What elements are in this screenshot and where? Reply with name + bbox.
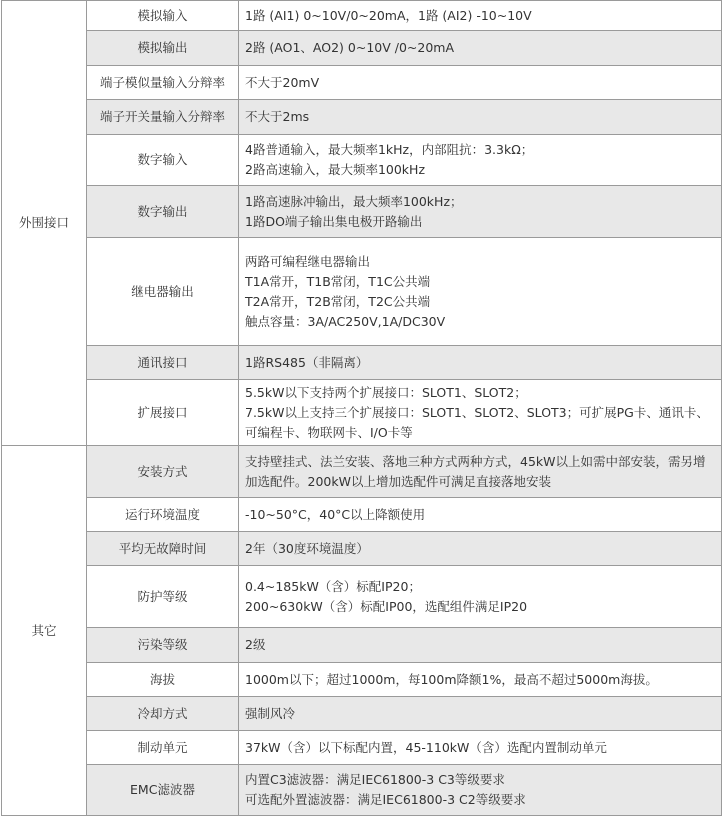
row-value — [239, 532, 722, 566]
value-line: 200~630kW（含）标配IP00，选配组件满足IP20 — [245, 598, 528, 614]
value-line: 1路DO端子输出集电极开路输出 — [245, 213, 423, 229]
table-row — [2, 346, 722, 380]
value-line: 1000m以下；超过1000m，每100m降额1%，最高不超过5000m海拔。 — [245, 671, 658, 687]
value-line: 不大于20mV — [245, 74, 320, 90]
row-value — [239, 186, 722, 238]
row-value — [239, 628, 722, 663]
value-line: 5.5kW以下支持两个扩展接口：SLOT1、SLOT2； — [245, 384, 527, 400]
table-row — [2, 238, 722, 346]
table-row — [2, 532, 722, 566]
value-line: 1路高速脉冲输出，最大频率100kHz； — [245, 193, 463, 209]
value-line: 支持壁挂式、法兰安装、落地三种方式两种方式，45kW以上如需中部安装，需另增加选配件。200kW以上增加选配件可满足直接落地安装 — [245, 453, 706, 489]
row-value — [239, 31, 722, 66]
row-value — [239, 765, 722, 816]
row-label: 污染等级 — [87, 628, 239, 663]
row-value — [239, 380, 722, 446]
table-row — [2, 186, 722, 238]
category-label: 其它 — [31, 622, 57, 638]
row-label: 端子模似量输入分辩率 — [87, 66, 239, 100]
table-row — [2, 66, 722, 100]
table-row — [2, 135, 722, 186]
value-line: -10~50°C，40°C以上降额使用 — [245, 506, 426, 522]
row-label: 继电器输出 — [87, 238, 239, 346]
row-label: 数字输入 — [87, 135, 239, 186]
row-label: 扩展接口 — [87, 380, 239, 446]
row-value — [239, 1, 722, 31]
value-line: 1路RS485（非隔离） — [245, 354, 369, 370]
table-row — [2, 566, 722, 628]
table-row — [2, 663, 722, 697]
row-value — [239, 663, 722, 697]
table-row — [2, 31, 722, 66]
category-cell — [2, 1, 87, 446]
value-line: 内置C3滤波器：满足IEC61800-3 C3等级要求 — [245, 772, 505, 787]
row-label: 冷却方式 — [87, 697, 239, 731]
row-label: 通讯接口 — [87, 346, 239, 380]
table-row — [2, 628, 722, 663]
value-line: 0.4~185kW（含）标配IP20； — [245, 578, 421, 594]
row-value — [239, 697, 722, 731]
row-label: 海拔 — [87, 663, 239, 697]
row-value — [239, 346, 722, 380]
row-label: 安装方式 — [87, 446, 239, 498]
value-line: 2年（30度环境温度） — [245, 540, 369, 556]
value-line: 2级 — [245, 637, 266, 652]
value-line: 可选配外置滤波器：满足IEC61800-3 C2等级要求 — [245, 792, 526, 807]
row-label: 运行环境温度 — [87, 498, 239, 532]
row-value — [239, 498, 722, 532]
value-line: 不大于2ms — [245, 109, 310, 124]
row-label: EMC滤波器 — [87, 765, 239, 816]
table-row — [2, 380, 722, 446]
row-value — [239, 446, 722, 498]
value-line: 强制风冷 — [245, 705, 296, 721]
row-value — [239, 66, 722, 100]
row-label: 模拟输入 — [87, 1, 239, 31]
row-label: 数字输出 — [87, 186, 239, 238]
category-label: 外围接口 — [18, 215, 69, 230]
row-label: 制动单元 — [87, 731, 239, 765]
row-label: 平均无故障时间 — [87, 532, 239, 566]
row-label: 防护等级 — [87, 566, 239, 628]
table-row — [2, 731, 722, 765]
category-cell — [2, 446, 87, 816]
table-row — [2, 446, 722, 498]
value-line: 1路 (AI1) 0~10V/0~20mA，1路 (AI2) -10~10V — [245, 7, 532, 23]
row-value — [239, 731, 722, 765]
table-row — [2, 100, 722, 135]
value-line: 7.5kW以上支持三个扩展接口：SLOT1、SLOT2、SLOT3；可扩展PG卡、通讯卡、可编程卡、物联网卡、I/O卡等 — [245, 404, 709, 440]
row-value — [239, 566, 722, 628]
value-line: 4路普通输入，最大频率1kHz，内部阻抗：3.3kΩ； — [245, 142, 534, 157]
spec-table — [1, 0, 722, 816]
row-value — [239, 135, 722, 186]
value-line: T2A常开，T2B常闭，T2C公共端 — [245, 293, 431, 309]
table-row — [2, 1, 722, 31]
value-line: 2路高速输入，最大频率100kHz — [245, 162, 426, 177]
row-value — [239, 238, 722, 346]
table-row — [2, 765, 722, 816]
value-line: T1A常开，T1B常闭，T1C公共端 — [245, 273, 431, 289]
table-row — [2, 697, 722, 731]
table-row — [2, 498, 722, 532]
value-line: 2路 (AO1、AO2) 0~10V /0~20mA — [245, 40, 455, 55]
row-label: 端子开关量输入分辩率 — [87, 100, 239, 135]
value-line: 触点容量：3A/AC250V,1A/DC30V — [245, 313, 446, 329]
row-value — [239, 100, 722, 135]
value-line: 37kW（含）以下标配内置，45-110kW（含）选配内置制动单元 — [245, 739, 607, 755]
value-line: 两路可编程继电器输出 — [245, 253, 371, 269]
row-label: 模拟输出 — [87, 31, 239, 66]
